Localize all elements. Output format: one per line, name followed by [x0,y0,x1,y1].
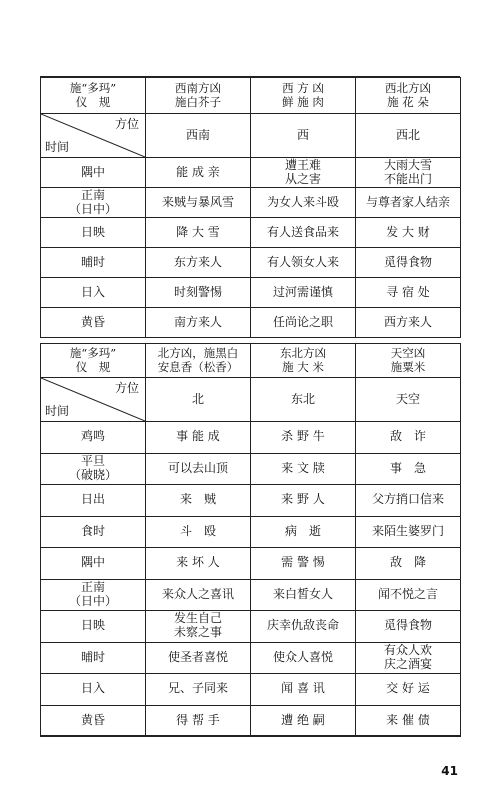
omen-cell: 大雨大雪 不能出门 [356,158,461,188]
time-cell: 日映 [41,218,146,248]
omen-cell: 事 能 成 [146,422,251,454]
omen-cell: 闻不悦之言 [356,579,461,611]
omen-cell: 过河需谨慎 [251,278,356,308]
header-row [41,344,461,378]
omen-cell: 敌 诈 [356,422,461,454]
header-cell: 西 方 凶 鲜 施 肉 [251,78,356,114]
direction-cell: 西南 [146,114,251,158]
time-cell: 晡时 [41,642,146,674]
direction-cell: 天空 [356,378,461,422]
header-cell: 西北方凶 施 花 朵 [356,78,461,114]
omen-cell: 南方来人 [146,308,251,338]
omen-cell: 有人领女人来 [251,248,356,278]
time-cell: 隅中 [41,158,146,188]
direction-row [41,378,461,422]
bottom-rule [40,735,460,737]
time-cell: 鸡鸣 [41,422,146,454]
omen-cell: 东方来人 [146,248,251,278]
omen-cell: 来 催 债 [356,705,461,737]
time-cell: 晡时 [41,248,146,278]
omen-cell: 发 大 财 [356,218,461,248]
omen-cell: 有众人欢 庆之酒宴 [356,642,461,674]
omen-cell: 事 急 [356,453,461,485]
omen-cell: 有人送食品来 [251,218,356,248]
direction-label: 方位 [114,117,139,131]
omen-cell: 需 警 惕 [251,548,356,580]
omen-cell: 杀 野 牛 [251,422,356,454]
diagonal-header-cell [41,378,146,422]
omen-cell: 来 野 人 [251,485,356,517]
omen-cell: 闻 喜 讯 [251,674,356,706]
table-row [41,705,461,737]
omen-cell: 任尚论之职 [251,308,356,338]
time-cell: 日入 [41,674,146,706]
table-row [41,308,461,338]
time-cell: 黄昏 [41,308,146,338]
table-row [41,188,461,218]
ritual-label: 施“多玛” 仪 规 [41,78,146,114]
direction-label: 方位 [114,381,139,395]
omen-cell: 交 好 运 [356,674,461,706]
omen-cell: 兄、子同来 [146,674,251,706]
omen-cell: 庆幸仇敌丧命 [251,611,356,643]
omen-cell: 寻 宿 处 [356,278,461,308]
direction-cell: 北 [146,378,251,422]
time-cell: 食时 [41,516,146,548]
omen-cell: 斗 殴 [146,516,251,548]
header-cell: 西南方凶 施白芥子 [146,78,251,114]
time-cell: 平旦 （破晓） [41,453,146,485]
omen-cell: 使众人喜悦 [251,642,356,674]
omen-cell: 敌 降 [356,548,461,580]
direction-cell: 西北 [356,114,461,158]
table-row [41,674,461,706]
omen-cell: 来白皙女人 [251,579,356,611]
time-cell: 日入 [41,278,146,308]
omen-cell: 得 帮 手 [146,705,251,737]
omen-cell: 与尊者家人结亲 [356,188,461,218]
omen-cell: 可以去山顶 [146,453,251,485]
table-row [41,453,461,485]
omen-cell: 为女人来斗殴 [251,188,356,218]
table-row [41,611,461,643]
direction-cell: 西 [251,114,356,158]
omen-cell: 来 坏 人 [146,548,251,580]
omen-cell: 觅得食物 [356,248,461,278]
table-row [41,485,461,517]
omen-cell: 遭王难 从之害 [251,158,356,188]
omen-cell: 发生自己 未察之事 [146,611,251,643]
header-cell: 东北方凶 施 大 米 [251,344,356,378]
table-row [41,158,461,188]
time-cell: 正南 （日中） [41,188,146,218]
page-number: 41 [441,764,458,778]
omen-cell: 来 文 牍 [251,453,356,485]
table-row [41,642,461,674]
table-row [41,278,461,308]
table-lower [40,343,461,737]
direction-row [41,114,461,158]
time-cell: 隅中 [41,548,146,580]
omen-cell: 来 贼 [146,485,251,517]
time-label: 时间 [45,140,70,155]
table-row [41,218,461,248]
table-row [41,579,461,611]
header-cell: 北方凶，施黑白 安息香（松香） [146,344,251,378]
omen-cell: 来贼与暴风雪 [146,188,251,218]
omen-cell: 来陌生婆罗门 [356,516,461,548]
omen-cell: 父方捎口信来 [356,485,461,517]
time-cell: 黄昏 [41,705,146,737]
omen-cell: 来众人之喜讯 [146,579,251,611]
omen-cell: 能 成 亲 [146,158,251,188]
header-row [41,78,461,114]
table-upper [40,77,461,338]
table-row [41,422,461,454]
diagonal-header-cell [41,114,146,158]
time-cell: 正南 （日中） [41,579,146,611]
ritual-label: 施“多玛” 仪 规 [41,344,146,378]
omen-cell: 西方来人 [356,308,461,338]
omen-cell: 使圣者喜悦 [146,642,251,674]
table-row [41,548,461,580]
time-label: 时间 [45,404,70,419]
direction-cell: 东北 [251,378,356,422]
time-cell: 日映 [41,611,146,643]
table-row [41,248,461,278]
omen-cell: 觅得食物 [356,611,461,643]
omen-cell: 病 逝 [251,516,356,548]
table-row [41,516,461,548]
omen-cell: 遭 绝 嗣 [251,705,356,737]
header-cell: 天空凶 施粟米 [356,344,461,378]
omen-cell: 时刻警惕 [146,278,251,308]
omen-cell: 降 大 雪 [146,218,251,248]
time-cell: 日出 [41,485,146,517]
